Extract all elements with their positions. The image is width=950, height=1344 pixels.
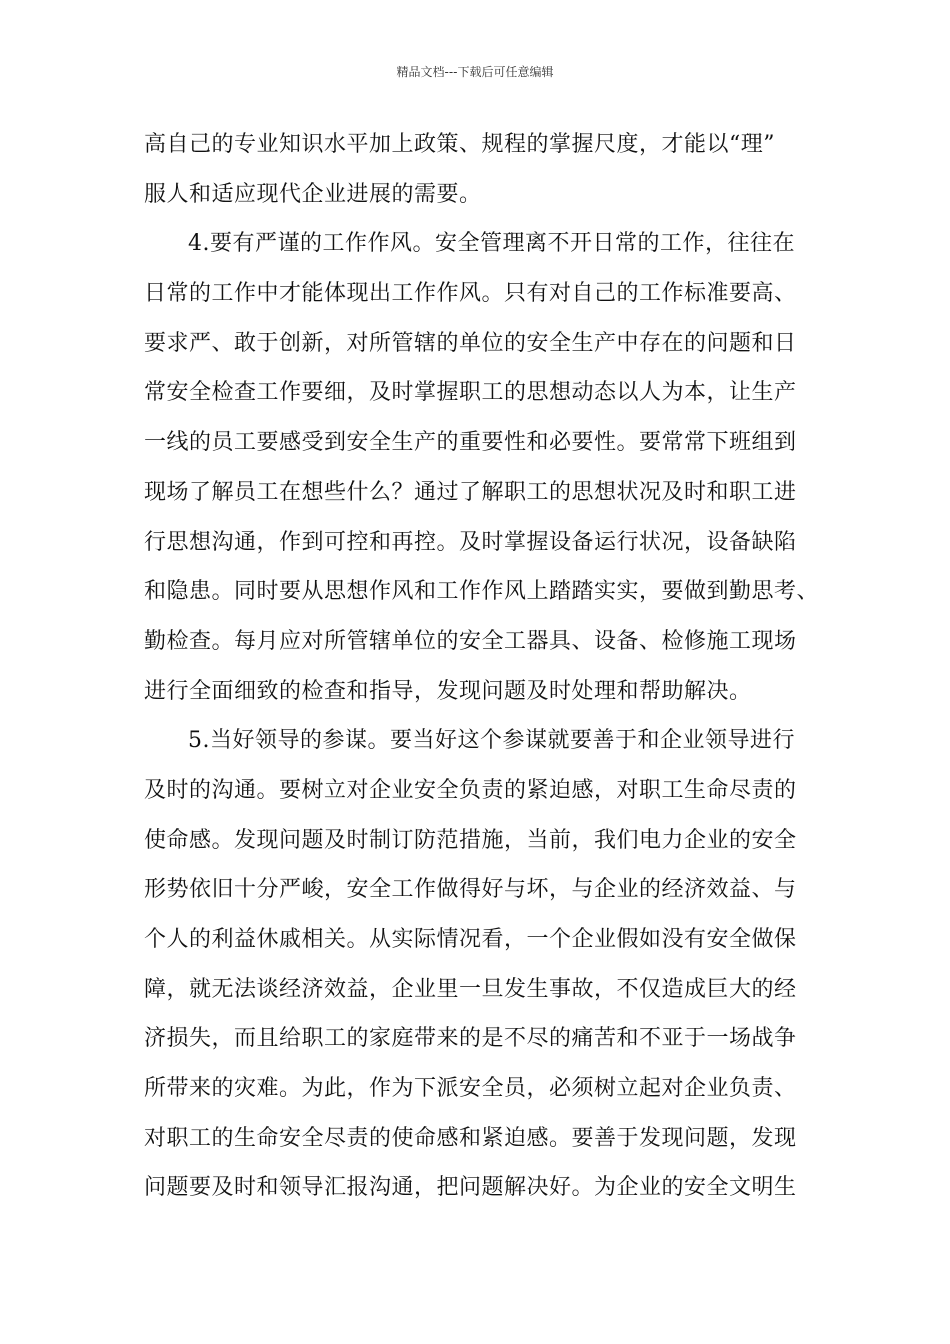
- text-line: 要求严、敢于创新，对所管辖的单位的安全生产中存在的问题和日: [144, 330, 797, 356]
- text-line: 5.当好领导的参谋。要当好这个参谋就要善于和企业领导进行: [188, 728, 795, 754]
- page-header: 精品文档---下载后可任意编辑: [396, 65, 554, 79]
- text-line: 及时的沟通。要树立对企业安全负责的紧迫感，对职工生命尽责的: [144, 777, 797, 803]
- text-line: 形势依旧十分严峻，安全工作做得好与坏，与企业的经济效益、与: [144, 877, 797, 903]
- text-line: 4.要有严谨的工作作风。安全管理离不开日常的工作，往往在: [188, 231, 795, 257]
- text-line: 日常的工作中才能体现出工作作风。只有对自己的工作标准要高、: [144, 281, 797, 307]
- text-line: 进行全面细致的检查和指导，发现问题及时处理和帮助解决。: [144, 678, 752, 704]
- document-body: [144, 127, 824, 1220]
- text-line: 现场了解员工在想些什么？通过了解职工的思想状况及时和职工进: [144, 479, 797, 505]
- text-line: 一线的员工要感受到安全生产的重要性和必要性。要常常下班组到: [144, 430, 797, 456]
- text-line: 个人的利益休戚相关。从实际情况看，一个企业假如没有安全做保: [144, 927, 797, 952]
- text-line: 所带来的灾难。为此，作为下派安全员，必须树立起对企业负责、: [144, 1076, 797, 1102]
- text-line: 问题要及时和领导汇报沟通，把问题解决好。为企业的安全文明生: [144, 1175, 797, 1201]
- text-line: 行思想沟通，作到可控和再控。及时掌握设备运行状况，设备缺陷: [144, 529, 797, 555]
- text-line: 服人和适应现代企业进展的需要。: [144, 181, 482, 207]
- text-line: 对职工的生命安全尽责的使命感和紧迫感。要善于发现问题，发现: [144, 1125, 797, 1151]
- text-line: 高自己的专业知识水平加上政策、规程的掌握尺度，才能以“理”: [144, 132, 775, 157]
- text-line: 济损失，而且给职工的家庭带来的是不尽的痛苦和不亚于一场战争: [144, 1026, 797, 1052]
- text-line: 勤检查。每月应对所管辖单位的安全工器具、设备、检修施工现场: [144, 628, 797, 654]
- text-line: 使命感。发现问题及时制订防范措施，当前，我们电力企业的安全: [144, 827, 797, 853]
- text-line: 和隐患。同时要从思想作风和工作作风上踏踏实实，要做到勤思考、: [144, 579, 820, 605]
- text-line: 常安全检查工作要细，及时掌握职工的思想动态以人为本，让生产: [144, 380, 797, 406]
- text-line: 障，就无法谈经济效益，企业里一旦发生事故，不仅造成巨大的经: [144, 976, 797, 1002]
